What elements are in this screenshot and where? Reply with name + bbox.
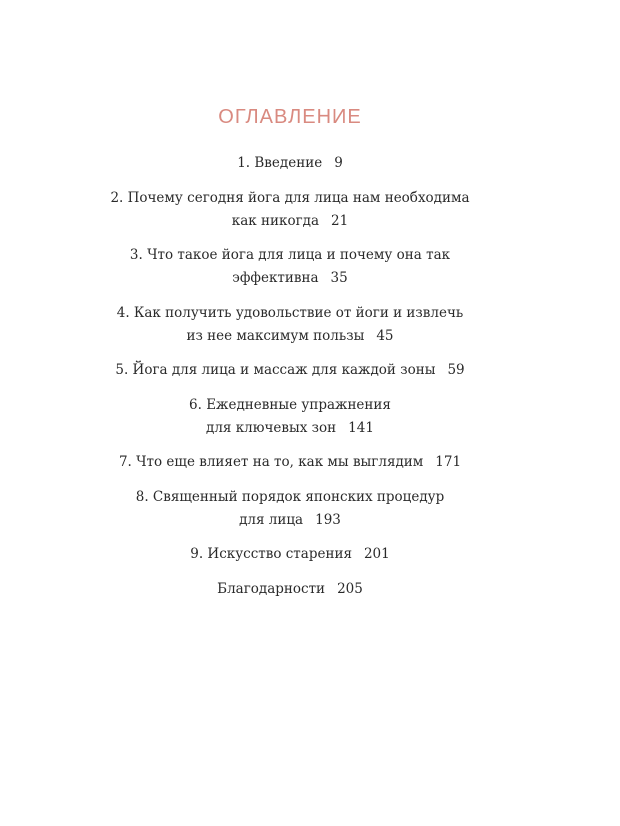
toc-list <box>0 152 580 612</box>
toc-heading: ОГЛАВЛЕНИЕ <box>218 106 362 128</box>
toc-entry-page: 193 <box>315 511 341 528</box>
toc-entry-title-cont: для ключевых зон <box>206 419 337 436</box>
toc-entry-page: 205 <box>337 580 363 597</box>
toc-entry-page: 171 <box>435 454 462 470</box>
toc-entry-title-cont: из нее максимум пользы <box>186 327 365 344</box>
toc-entry-line <box>0 152 580 175</box>
toc-entry <box>0 394 580 440</box>
toc-entry-title: 2. Почему сегодня йога для лица нам необходима <box>110 189 470 206</box>
toc-entry-title: 5. Йога для лица и массаж для каждой зоны <box>115 362 436 378</box>
toc-entry-line <box>0 578 580 601</box>
toc-entry-title: 8. Священный порядок японских процедур <box>135 488 445 505</box>
toc-entry-title: 9. Искусство старения <box>190 546 352 562</box>
toc-entry-page: 9 <box>334 155 343 171</box>
toc-entry-line <box>0 543 580 566</box>
toc-entry-title-cont: как никогда <box>231 212 320 229</box>
toc-entry-page: 59 <box>447 362 465 378</box>
toc-entry-line <box>0 451 580 474</box>
toc-entry-title: 4. Как получить удовольствие от йоги и извлечь <box>116 304 464 321</box>
toc-entry-page: 141 <box>348 419 374 436</box>
toc-entry-title: Благодарности <box>217 580 326 597</box>
toc-entry-line <box>0 509 580 532</box>
toc-entry-page: 21 <box>331 212 349 229</box>
toc-entry-page: 201 <box>363 546 390 562</box>
toc-entry <box>0 152 580 175</box>
toc-entry-line <box>0 325 580 348</box>
toc-entry <box>0 578 580 601</box>
toc-entry-title-cont: эффективна <box>232 270 319 286</box>
toc-entry <box>0 543 580 566</box>
toc-entry <box>0 187 580 233</box>
toc-entry-line <box>0 417 580 440</box>
toc-entry-page: 45 <box>376 327 394 344</box>
toc-entry-title: 7. Что еще влияет на то, как мы выглядим <box>118 454 424 470</box>
toc-entry <box>0 486 580 532</box>
toc-entry <box>0 302 580 348</box>
toc-entry-page: 35 <box>330 270 348 286</box>
toc-entry <box>0 451 580 474</box>
toc-entry-line <box>0 359 580 382</box>
toc-entry-title-cont: для лица <box>239 511 304 528</box>
toc-entry <box>0 244 580 290</box>
toc-entry-title: 6. Ежедневные упражнения <box>189 396 391 413</box>
toc-entry <box>0 359 580 382</box>
toc-entry-line <box>0 267 580 290</box>
toc-entry-title: 1. Введение <box>237 155 323 171</box>
toc-entry-title: 3. Что такое йога для лица и почему она так <box>129 247 451 263</box>
toc-entry-line <box>0 210 580 233</box>
